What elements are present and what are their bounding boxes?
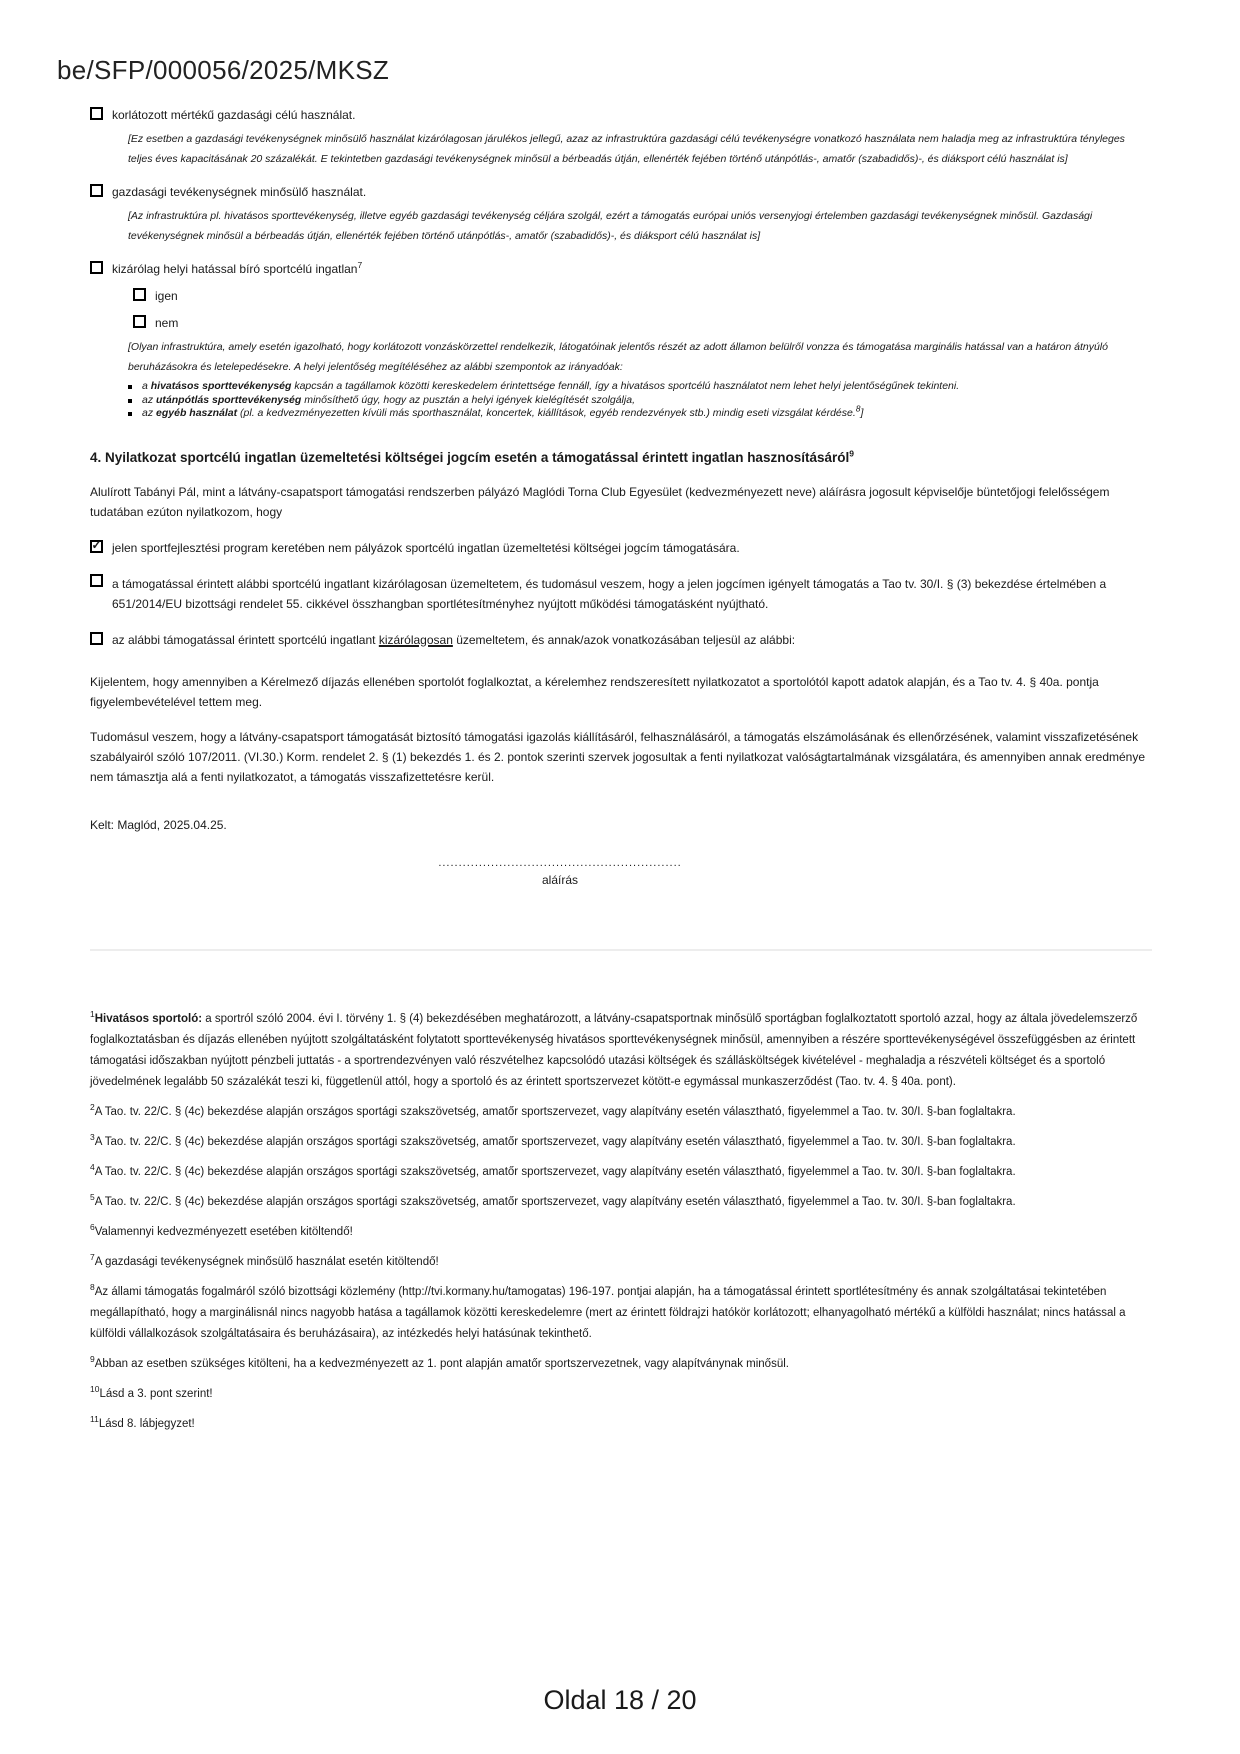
- footnote-ref-7: 7: [357, 260, 363, 270]
- bullet-pre: a: [142, 380, 151, 392]
- footnote-number: 3: [90, 1131, 95, 1142]
- list-item: [128, 403, 1152, 421]
- footnote-number: 9: [90, 1353, 95, 1364]
- signature-dotted-line: ............................................................: [438, 856, 682, 869]
- footnote-text: Lásd a 3. pont szerint!: [99, 1387, 213, 1400]
- usage-option-economic-label: gazdasági tevékenységnek minősülő használat.: [112, 185, 367, 199]
- footnote-6: [90, 1222, 1152, 1243]
- footnote-10: [90, 1384, 1152, 1405]
- bullet-post: minősíthető úgy, hogy az pusztán a helyi igények kielégítését szolgálja,: [301, 393, 635, 406]
- bullet-post: (pl. a kedvezményezetten kívüli más sporthasználat, koncertek, kiállítások, egyéb rendezvények stb.) mindig eseti vizsgálat kérdése.: [237, 407, 856, 419]
- section-4-title: [90, 449, 1152, 467]
- declaration-intro: Alulírott Tabányi Pál, mint a látvány-csapatsport támogatási rendszerben pályázó Maglódi Torna Club Egyesület (kedvezményezett neve) aláírásra jogosult képviselője büntetőjogi felelősségem tudatában ezúton nyilatkozom, hogy: [90, 484, 1110, 519]
- footnote-number: 6: [90, 1221, 95, 1232]
- statement-paragraph-1: Kijelentem, hogy amennyiben a Kérelmező díjazás ellenében sportolót foglalkoztat, a kérelemhez rendszeresített nyilatkozatot a sportolótól kapott adatok alapján, és a Tao tv. 4. § 40a. pontja figyelembevételével tettem meg.: [90, 674, 1099, 709]
- usage-option-economic: [90, 183, 1152, 200]
- checkbox-exclusive-below[interactable]: [90, 632, 103, 645]
- page-number: Oldal 18 / 20: [543, 1685, 697, 1715]
- check-icon: ✓: [91, 538, 102, 552]
- bullet-close: ]: [860, 407, 864, 419]
- checkbox-no[interactable]: [133, 315, 146, 328]
- list-item: [128, 380, 1152, 394]
- declaration-option-exclusive-operation-label: a támogatással érintett alábbi sportcélú ingatlant kizárólagosan üzemeltetem, és tudomásul veszem, hogy a jelen jogcímen igényelt támogatás a Tao tv. 30/I. § (3) bekezdése értelmében a 651/2014/EU bizottsági rendelet 55. cikkével összhangban sportlétesítményhez nyújtott működési támogatásként nyújtható.: [112, 576, 1107, 611]
- checkbox-local-impact[interactable]: [90, 261, 103, 274]
- footnote-bold: Hivatásos sportoló:: [94, 1012, 203, 1025]
- usage-option-local-impact-label: [112, 260, 362, 277]
- bullet-text: [142, 380, 959, 394]
- list-item: [128, 394, 1152, 408]
- footnote-number: 5: [90, 1191, 95, 1202]
- checkbox-economic[interactable]: [90, 184, 103, 197]
- checkbox-yes[interactable]: [133, 288, 146, 301]
- footnote-4: [90, 1162, 1152, 1183]
- checkbox-no-application-checked[interactable]: [90, 540, 103, 553]
- footnote-text: a sportról szóló 2004. évi I. törvény 1. § (4) bekezdésében meghatározott, a látvány-csapatsportnak minősülő sportágban foglalkoztatott sportoló azzal, hogy az általa jövedelemszerző foglalkoztatásban és díjazás ellenében nyújtott szolgáltatásként folytatott sporttevékenység hivatásos sporttevékenységnek minősül, amennyiben a részére sporttevékenységével összefüggésben az érintett támogatási időszakban nyújtott pénzbeli juttatás - a sportrendezvényen való részvételhez kapcsolódó utazási költségek és szállásköltségek kivételével - meghaladja a részvételi költséget és a sportoló jövedelmének legalább 50 százalékát teszi ki, függetlenül attól, hogy a sportoló és az érintett sportszervezet kötött-e egymással munkaszerződést (Tao. tv. 4. § 40a. pont).: [90, 1012, 1138, 1088]
- bullet-square-icon: [128, 399, 132, 403]
- footnote-list: [90, 1009, 1152, 1435]
- local-impact-yes-row: [133, 287, 1152, 304]
- label-pre: az alábbi támogatással érintett sportcélú ingatlant: [112, 632, 379, 647]
- declaration-option-exclusive-below: [90, 631, 1152, 648]
- local-impact-label-text: kizárólag helyi hatással bíró sportcélú ingatlan: [112, 262, 358, 276]
- local-impact-note-intro: [Olyan infrastruktúra, amely esetén igazolható, hogy korlátozott vonzáskörzettel rendelkezik, látogatóinak jelentős részét az adott államon belülről vonzza és támogatása marginális hatással van a határon átnyúló beruházásokra és letelepedésekre. A helyi jelentőség megítéléséhez az alábbi szempontok az irányadóak:: [128, 341, 1108, 373]
- footnote-number: 1: [90, 1008, 95, 1019]
- footnote-text: A Tao. tv. 22/C. § (4c) bekezdése alapján országos sportági szakszövetség, amatőr sportszervezet, vagy alapítvány esetén választható, figyelemmel a Tao. tv. 30/I. §-ban foglaltakra.: [94, 1135, 1016, 1148]
- footnote-number: 11: [90, 1413, 99, 1424]
- footnote-8: [90, 1282, 1152, 1345]
- bullet-pre: az: [142, 393, 157, 406]
- date-line: Kelt: Maglód, 2025.04.25.: [90, 817, 227, 832]
- declaration-option-no-application: [90, 539, 1152, 556]
- footnote-number: 10: [90, 1383, 100, 1394]
- local-impact-no-row: [133, 314, 1152, 331]
- section-4-title-text: 4. Nyilatkozat sportcélú ingatlan üzemeltetési költségei jogcím esetén a támogatással érintett ingatlan hasznosításáról: [90, 449, 850, 465]
- signature-block: [430, 857, 690, 887]
- footnote-ref-9: 9: [849, 448, 854, 458]
- usage-option-local-impact: [90, 260, 1152, 277]
- footnote-number: 2: [90, 1101, 95, 1112]
- usage-option-limited-economic-label: korlátozott mértékű gazdasági célú használat.: [112, 108, 356, 122]
- footnote-5: [90, 1192, 1152, 1213]
- usage-option-limited-economic: [90, 106, 1152, 123]
- footnote-divider: [90, 949, 1152, 951]
- footnote-number: 4: [90, 1161, 95, 1172]
- no-label: nem: [155, 316, 179, 330]
- signature-label: aláírás: [541, 872, 579, 887]
- footnote-ref-8: 8: [855, 403, 861, 414]
- yes-label: igen: [155, 289, 178, 303]
- footnote-text: Az állami támogatás fogalmáról szóló bizottsági közlemény (http://tvi.kormany.hu/tamogatas) 196-197. pontjai alapján, ha a támogatással érintett sportlétesítmény és annak szolgáltatásai tekintetében megállapítható, hogy a marginálisnál nincs nagyobb hatása a tagállamok közötti kereskedelemre (mert az érintett földrajzi hatókör korlátozott; elhanyagolható mértékű a külföldi használat; nincs hatással a külföldi vállalkozások szolgáltatásaira és beruházásaira), az intézkedés helyi hatásúnak tekinthető.: [90, 1285, 1126, 1340]
- footnote-text: A Tao. tv. 22/C. § (4c) bekezdése alapján országos sportági szakszövetség, amatőr sportszervezet, vagy alapítvány esetén választható, figyelemmel a Tao. tv. 30/I. §-ban foglaltakra.: [94, 1105, 1016, 1118]
- footnote-number: 8: [90, 1281, 95, 1292]
- usage-option-limited-economic-note: [Ez esetben a gazdasági tevékenységnek minősülő használat kizárólagosan járulékos jellegű, azaz az infrastruktúra gazdasági célú tevékenységre vonatkozó használata nem haladja meg az infrastruktúra tényleges teljes éves kapacitásának 20 százalékát. E tekintetben gazdasági tevékenységnek minősül a bérbeadás útján, ellenérték fejében történő utánpótlás-, amatőr (szabadidős)-, és diáksport célú használat is]: [128, 133, 1125, 165]
- label-post: üzemeltetem, és annak/azok vonatkozásában teljesül az alábbi:: [452, 632, 796, 647]
- footnote-text: Abban az esetben szükséges kitölteni, ha a kedvezményezett az 1. pont alapján amatőr sportszervezetnek, vagy alapítványnak minősül.: [94, 1357, 789, 1370]
- footnote-11: [90, 1414, 1152, 1435]
- usage-option-economic-note: [Az infrastruktúra pl. hivatásos sporttevékenység, illetve egyéb gazdasági tevékenység céljára szolgál, ezért a támogatás európai uniós versenyjogi értelemben gazdasági tevékenységnek minősül. Gazdasági tevékenységnek minősül a bérbeadás útján, ellenérték fejében történő utánpótlás-, amatőr (szabadidős)-, és diáksport célú használat is]: [128, 210, 1093, 242]
- footnote-text: A Tao. tv. 22/C. § (4c) bekezdése alapján országos sportági szakszövetség, amatőr sportszervezet, vagy alapítvány esetén választható, figyelemmel a Tao. tv. 30/I. §-ban foglaltakra.: [94, 1165, 1016, 1178]
- bullet-square-icon: [128, 385, 132, 389]
- local-impact-bullet-list: [128, 380, 1152, 421]
- bullet-square-icon: [128, 412, 132, 416]
- bullet-pre: az: [142, 407, 157, 419]
- declaration-option-exclusive-below-label: [112, 631, 795, 648]
- footnote-7: [90, 1252, 1152, 1273]
- footnote-number: 7: [90, 1251, 95, 1262]
- bullet-bold: hivatásos sporttevékenység: [150, 380, 292, 392]
- footnote-3: [90, 1132, 1152, 1153]
- footnote-text: A Tao. tv. 22/C. § (4c) bekezdése alapján országos sportági szakszövetség, amatőr sportszervezet, vagy alapítvány esetén választható, figyelemmel a Tao. tv. 30/I. §-ban foglaltakra.: [94, 1195, 1016, 1208]
- footnote-text: Lásd 8. lábjegyzet!: [98, 1417, 195, 1430]
- bullet-text: [142, 403, 864, 421]
- footnote-text: Valamennyi kedvezményezett esetében kitöltendő!: [94, 1225, 353, 1238]
- statement-paragraph-2: Tudomásul veszem, hogy a látvány-csapatsport támogatását biztosító támogatási igazolás kiállításáról, felhasználásáról, a támogatás elszámolásának és ellenőrzésének, valamint visszafizetésének szabályairól szóló 107/2011. (VI.30.) Korm. rendelet 2. § (1) bekezdés 1. és 2. pontok szerinti szervek jogosultak a fenti nyilatkozat valóságtartalmának vizsgálatára, és amennyiben annak eredménye nem támasztja alá a fenti nyilatkozatot, a támogatás visszafizettetésre kerül.: [90, 729, 1146, 784]
- footnote-1: [90, 1009, 1152, 1093]
- bullet-text: [142, 394, 635, 408]
- footnote-text: A gazdasági tevékenységnek minősülő használat esetén kitöltendő!: [94, 1255, 439, 1268]
- bullet-bold: utánpótlás sporttevékenység: [156, 393, 302, 406]
- checkbox-limited-economic[interactable]: [90, 107, 103, 120]
- declaration-option-no-application-label: jelen sportfejlesztési program keretében nem pályázok sportcélú ingatlan üzemeltetési költségei jogcím támogatására.: [112, 540, 740, 555]
- checkbox-exclusive-operation[interactable]: [90, 574, 103, 587]
- footnote-9: [90, 1354, 1152, 1375]
- bullet-post: kapcsán a tagállamok közötti kereskedelem érintettsége fennáll, így a hivatásos sportcélú használatot nem lehet helyi jelentőségűnek tekinteni.: [291, 380, 960, 392]
- footnote-2: [90, 1102, 1152, 1123]
- label-underlined: kizárólagosan: [378, 632, 453, 647]
- bullet-bold: egyéb használat: [156, 407, 238, 419]
- document-id: be/SFP/000056/2025/MKSZ: [57, 55, 390, 85]
- declaration-option-exclusive-operation: [90, 573, 1152, 614]
